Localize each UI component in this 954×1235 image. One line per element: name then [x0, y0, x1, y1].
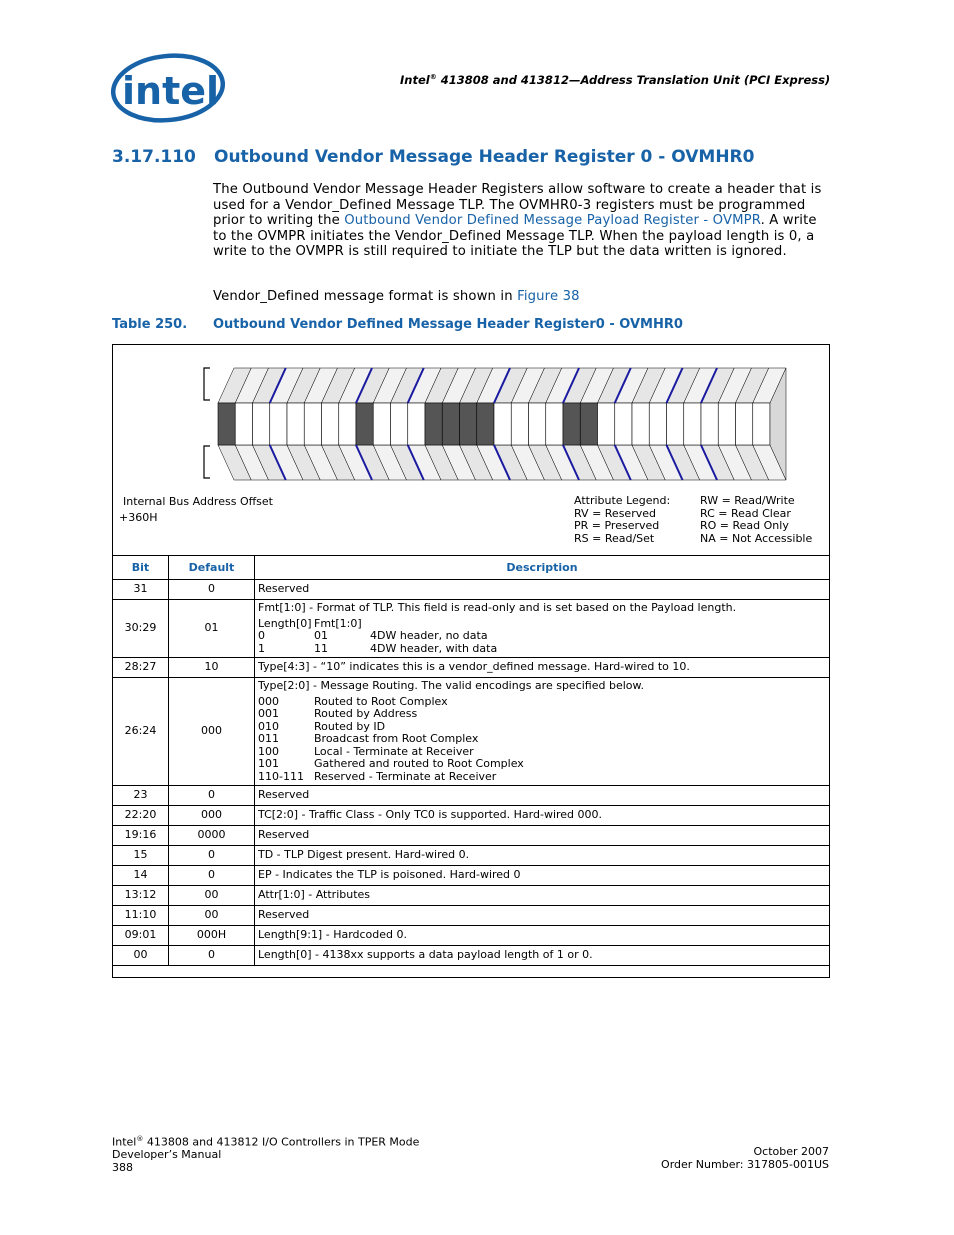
bit-cell	[287, 403, 304, 445]
encoding-value: 001	[258, 707, 279, 720]
encoding-value: 01	[314, 629, 328, 642]
upper-bracket	[204, 368, 210, 400]
bit-cell	[408, 403, 425, 445]
description-cell	[255, 926, 830, 946]
legend-rv: RV = Reserved	[574, 506, 656, 520]
encoding-value: 010	[258, 719, 279, 733]
footer-brand: Intel	[112, 1135, 137, 1149]
default-cell: 0	[169, 786, 255, 806]
encoding-value: 4DW header, with data	[370, 641, 498, 655]
intel-logo	[108, 50, 228, 130]
bit-cell: 15	[113, 846, 169, 866]
default-cell: 000H	[169, 926, 255, 946]
bit-cell-filled	[356, 403, 373, 445]
table-row	[113, 846, 830, 866]
default-cell: 000	[169, 678, 255, 786]
encoding-value: Routed by ID	[314, 719, 386, 733]
bit-cell	[529, 403, 546, 445]
bit-cell: 13:12	[113, 886, 169, 906]
default-cell: 0	[169, 866, 255, 886]
bit-cell-filled	[580, 403, 597, 445]
table-row	[113, 886, 830, 906]
footer-right	[600, 1146, 829, 1171]
encoding-header-cell: Fmt[1:0]	[314, 616, 362, 630]
description-text: Type[2:0] - Message Routing. The valid encodings are specified below.	[258, 679, 644, 692]
table-row	[113, 580, 830, 600]
description-text: Reserved	[258, 908, 310, 922]
lower-bracket	[204, 446, 210, 478]
description-text: EP - Indicates the TLP is poisoned. Hard-wired 0	[258, 868, 521, 882]
bit-cell: 22:20	[113, 806, 169, 826]
description-text: Reserved	[258, 828, 310, 842]
legend-rs: RS = Read/Set	[574, 531, 655, 545]
legend-title: Attribute Legend:	[574, 494, 671, 507]
running-header	[400, 73, 831, 87]
bit-cell: 23	[113, 786, 169, 806]
table-row	[113, 806, 830, 826]
description-text: TD - TLP Digest present. Hard-wired 0.	[258, 848, 470, 862]
description-cell	[255, 866, 830, 886]
bit-cell: 28:27	[113, 658, 169, 678]
bit-cell	[649, 403, 666, 445]
encoding-line	[258, 708, 826, 721]
description-cell	[255, 826, 830, 846]
bus-offset-value: +360H	[119, 511, 158, 524]
description-text: Fmt[1:0] - Format of TLP. This field is read-only and is set based on the Payload length.	[258, 601, 737, 614]
encoding-value: Local - Terminate at Receiver	[314, 744, 474, 758]
encoding-value: 0	[258, 629, 265, 642]
description-text: TC[2:0] - Traffic Class - Only TC0 is supported. Hard-wired 000.	[258, 808, 603, 822]
description-text: Type[4:3] - “10” indicates this is a vendor_defined message. Hard-wired to 10.	[258, 660, 690, 674]
bit-cell	[253, 403, 270, 445]
description-cell	[255, 886, 830, 906]
encoding-value: Routed by Address	[314, 707, 418, 720]
encoding-line	[258, 771, 826, 784]
default-cell: 0	[169, 846, 255, 866]
legend-rw: RW = Read/Write	[700, 494, 795, 507]
bit-cell-filled	[425, 403, 442, 445]
table-row	[113, 786, 830, 806]
bit-cell	[546, 403, 563, 445]
bit-cell: 09:01	[113, 926, 169, 946]
description-cell	[255, 806, 830, 826]
bit-cell: 11:10	[113, 906, 169, 926]
bit-cell: 00	[113, 946, 169, 966]
format-note	[213, 289, 829, 305]
encoding-line	[258, 643, 826, 656]
table-row	[113, 600, 830, 658]
default-cell: 0000	[169, 826, 255, 846]
bit-cell	[753, 403, 770, 445]
bit-cell: 26:24	[113, 678, 169, 786]
bit-cell	[494, 403, 511, 445]
encoding-value: 1	[258, 641, 265, 655]
bit-cell	[718, 403, 735, 445]
footer-manual: Developer’s Manual	[112, 1148, 222, 1162]
col-header-default: Default	[169, 556, 255, 580]
attribute-legend-left	[574, 495, 670, 545]
ovmpr-link[interactable]: Outbound Vendor Defined Message Payload Register - OVMPR	[344, 213, 761, 229]
default-cell: 0	[169, 580, 255, 600]
description-text: Length[0] - 4138xx supports a data payload length of 1 or 0.	[258, 948, 593, 962]
table-row	[113, 678, 830, 786]
bit-cell	[598, 403, 615, 445]
bit-cell: 31	[113, 580, 169, 600]
bit-cell: 14	[113, 866, 169, 886]
intel-logo-mark	[108, 50, 228, 130]
encoding-value: 101	[258, 757, 279, 770]
col-header-bit: Bit	[113, 556, 169, 580]
encoding-value: 4DW header, no data	[370, 629, 488, 642]
legend-pr: PR = Preserved	[574, 519, 660, 532]
legend-ro: RO = Read Only	[700, 519, 789, 532]
legend-rc: RC = Read Clear	[700, 506, 791, 520]
bit-cell	[322, 403, 339, 445]
col-header-description: Description	[255, 556, 830, 580]
logo-text: intel	[122, 69, 220, 113]
encoding-value: 000	[258, 694, 279, 708]
description-text: Reserved	[258, 788, 310, 802]
encoding-line	[258, 758, 826, 771]
encoding-value: Gathered and routed to Root Complex	[314, 757, 524, 770]
bit-cell	[339, 403, 356, 445]
encoding-line	[258, 630, 826, 643]
bit-cell-filled	[442, 403, 459, 445]
encoding-value: 11	[314, 641, 328, 655]
register-bit-diagram	[198, 362, 788, 484]
description-cell	[255, 786, 830, 806]
attribute-legend-right	[700, 495, 812, 545]
table-row	[113, 946, 830, 966]
bit-cell	[684, 403, 701, 445]
footer-page-number: 388	[112, 1160, 133, 1174]
bit-cell-filled	[477, 403, 494, 445]
section-number: 3.17.110	[112, 147, 196, 167]
encoding-value: 011	[258, 732, 279, 745]
bit-cell	[373, 403, 390, 445]
description-cell	[255, 678, 830, 786]
default-cell: 0	[169, 946, 255, 966]
table-header-row	[113, 556, 830, 580]
intro-text-start: The Outbound Vendor Message Header Registers allow software to create a header that is used for a Vendor_Defined Message TLP. The OVMHR0-3 registers must be programmed prior to writing the	[213, 182, 822, 229]
description-cell	[255, 580, 830, 600]
header-title: 413808 and 413812—Address Translation Unit (PCI Express)	[440, 73, 831, 87]
table-number: Table 250.	[112, 317, 188, 332]
footer-date: October 2007	[753, 1145, 829, 1158]
default-cell: 01	[169, 600, 255, 658]
table-title: Outbound Vendor Defined Message Header Register0 - OVMHR0	[213, 317, 683, 332]
bit-cell	[667, 403, 684, 445]
default-cell: 00	[169, 906, 255, 926]
default-cell: 00	[169, 886, 255, 906]
encoding-line	[258, 733, 826, 746]
description-cell	[255, 658, 830, 678]
bit-cell: 30:29	[113, 600, 169, 658]
header-brand: Intel	[400, 73, 430, 87]
intro-text-end: . A write to the OVMPR initiates the Vendor_Defined Message TLP. When the payload length is 0, a write to the OVMPR is still required to initiate the TLP but the data written is ignored.	[213, 213, 817, 260]
header-reg-mark: ®	[429, 73, 437, 82]
description-cell	[255, 846, 830, 866]
encoding-value: Routed to Root Complex	[314, 694, 448, 708]
description-text: Reserved	[258, 582, 310, 596]
description-cell	[255, 600, 830, 658]
bit-cell	[615, 403, 632, 445]
table-caption	[112, 317, 683, 332]
intro-paragraph	[213, 182, 829, 260]
description-cell	[255, 946, 830, 966]
default-cell: 000	[169, 806, 255, 826]
figure-38-link[interactable]: Figure 38	[517, 289, 580, 304]
encoding-value: 110-111	[258, 769, 304, 783]
bit-cell	[736, 403, 753, 445]
footer-order-number: Order Number: 317805-001US	[661, 1157, 829, 1171]
encoding-header	[258, 618, 826, 631]
footer-product-line	[112, 1133, 419, 1149]
encoding-value: Broadcast from Root Complex	[314, 732, 479, 745]
encoding-value: Reserved - Terminate at Receiver	[314, 769, 497, 783]
bit-cell	[632, 403, 649, 445]
bit-cell-filled	[218, 403, 235, 445]
bit-cell	[270, 403, 287, 445]
bit-cell	[391, 403, 408, 445]
description-text: Attr[1:0] - Attributes	[258, 888, 371, 902]
section-heading	[112, 147, 754, 167]
table-row	[113, 826, 830, 846]
description-cell	[255, 906, 830, 926]
section-title: Outbound Vendor Message Header Register 0 - OVMHR0	[214, 147, 755, 167]
table-row	[113, 658, 830, 678]
table-row	[113, 866, 830, 886]
default-cell: 10	[169, 658, 255, 678]
footer-left	[112, 1133, 419, 1174]
bit-cell-filled	[563, 403, 580, 445]
bit-cell	[304, 403, 321, 445]
bit-cell	[511, 403, 528, 445]
encoding-value: 100	[258, 744, 279, 758]
footer-product: 413808 and 413812 I/O Controllers in TPER Mode	[143, 1135, 420, 1149]
bit-cell	[701, 403, 718, 445]
table-body	[113, 580, 830, 966]
table-row	[113, 906, 830, 926]
bus-offset-label: Internal Bus Address Offset	[123, 495, 273, 508]
bit-cell	[235, 403, 252, 445]
bit-cell: 19:16	[113, 826, 169, 846]
format-note-text: Vendor_Defined message format is shown in	[213, 289, 518, 304]
table-row	[113, 926, 830, 946]
bit-cell-filled	[460, 403, 477, 445]
description-text: Length[9:1] - Hardcoded 0.	[258, 928, 408, 942]
encoding-header-cell: Length[0]	[258, 616, 312, 630]
footer-reg-mark: ®	[136, 1135, 144, 1143]
legend-na: NA = Not Accessible	[700, 531, 813, 545]
register-field-table	[112, 555, 830, 966]
